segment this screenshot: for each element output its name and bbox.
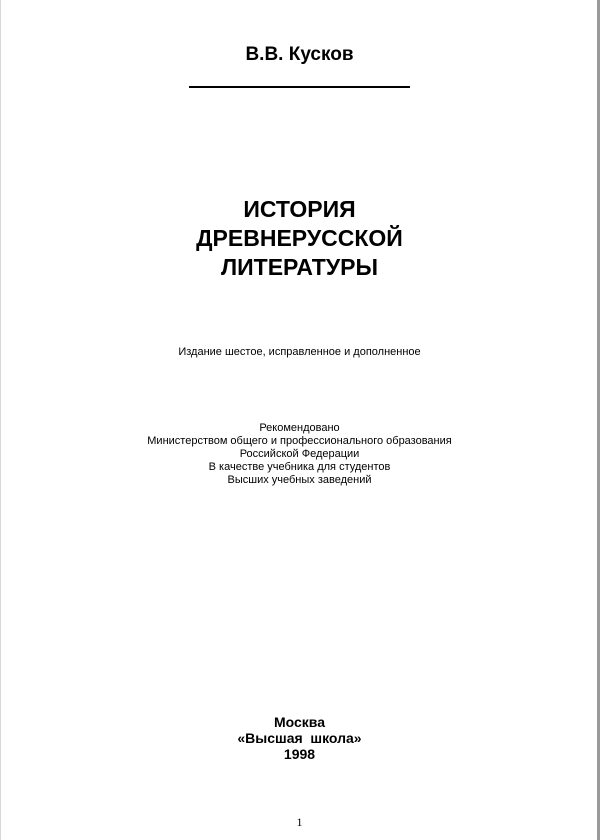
page-number: 1 <box>296 815 303 829</box>
recommendation-block <box>1 422 598 487</box>
edition-note: Издание шестое, исправленное и дополненное <box>178 346 421 358</box>
book-title-line: ИСТОРИЯ <box>243 196 356 222</box>
recommendation-line: Российской Федерации <box>239 448 360 460</box>
author-underline <box>189 86 410 88</box>
recommendation-line: В качестве учебника для студентов <box>208 461 391 473</box>
book-title <box>1 195 598 282</box>
recommendation-line: Министерством общего и профессионального образования <box>147 435 452 447</box>
publication-year: 1998 <box>283 746 316 762</box>
book-title-line: ЛИТЕРАТУРЫ <box>220 254 379 280</box>
recommendation-line: Высших учебных заведений <box>227 474 372 486</box>
author-name: В.В. Кусков <box>245 44 354 65</box>
publisher-city: Москва <box>273 714 326 730</box>
recommendation-line: Рекомендовано <box>259 422 340 434</box>
publisher-block <box>1 714 598 762</box>
publisher-name: «Высшая школа» <box>237 730 362 746</box>
book-title-line: ДРЕВНЕРУССКОЙ <box>196 225 403 251</box>
